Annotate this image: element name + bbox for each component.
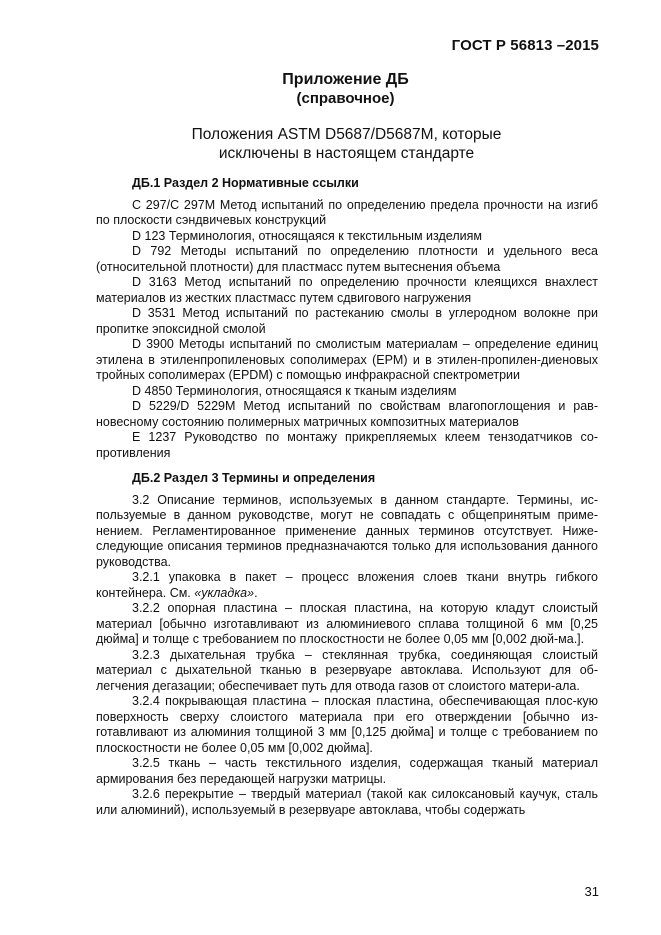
cross-reference: «укладка» [194,585,255,600]
reference-item: D 5229/D 5229M Метод испытаний по свойствам влагопоглощения и рав-новесному состоянию полимерных матричных композитных материалов [96,399,598,429]
page-title-line-2: исключены в настоящем стандарте [218,145,475,162]
reference-item: D 3163 Метод испытаний по определению прочности клеящихся внахлест материалов из жестких пластмасс путем сдвигового нагружения [96,275,598,305]
reference-item: E 1237 Руководство по монтажу прикрепляемых клеем тензодатчиков со-противления [96,430,598,460]
section-heading-db1: ДБ.1 Раздел 2 Нормативные ссылки [132,176,359,190]
paragraph-3-2-2: 3.2.2 опорная пластина – плоская пластина, на которую кладут слоистый материал [обычно изготавливают из алюминиевого сплава толщиной 6 мм [0,25 дюйма] и толще с требованием по плоскостности не более 0,05 мм [0,002 дюй-ма.]. [96,601,598,646]
paragraph-3-2-4: 3.2.4 покрывающая пластина – плоская пластина, обеспечивающая плос-кую поверхность сверху слоистого материала при его отверждении [обычно из-готавливают из алюминия толщиной 3 мм [0,125 дюйма] и толще с требованием по плоскостности не более 0,05 мм [0,002 дюйма]. [96,694,598,755]
paragraph-3-2-5: 3.2.5 ткань – часть текстильного изделия, содержащая тканый материал армирования без передающей нагрузки матрицы. [96,756,598,786]
reference-item: D 792 Методы испытаний по определению плотности и удельного веса (относительной плотности) для пластмасс путем вытеснения объема [96,244,598,274]
paragraph-text: . [254,585,258,600]
reference-item: D 3900 Методы испытаний по смолистым материалам – определение единиц этилена в этиленпропиленовых сополимерах (EPM) и в этилен-пропилен-диеновых тройных сополимерах (EPDM) с помощью инфракрасной спектрометрии [96,337,598,382]
paragraph-3-2-6: 3.2.6 перекрытие – твердый материал (такой как силоксановый каучук, сталь или алюминий), используемый в резервуаре автоклава, чтобы содержать [96,787,598,817]
reference-item: D 3531 Метод испытаний по растеканию смолы в углеродном волокне при пропитке эпоксидной смолой [96,306,598,336]
paragraph-text: 3.2.1 упаковка в пакет – процесс вложения слоев ткани внутрь гибкого контейнера. См. [96,570,598,600]
page-number: 31 [584,884,599,899]
paragraph-3-2: 3.2 Описание терминов, используемых в данном стандарте. Термины, ис-пользуемые в данном руководстве, могут не совпадать с общепринятым приме-нением. Регламентированное применение данных терминов отсутствует. Ниже-следующие описания терминов предназначаются только для использования данного руководства. [96,492,598,569]
section-heading-db2: ДБ.2 Раздел 3 Термины и определения [132,471,376,485]
paragraph-3-2-1 [96,570,598,601]
page-title [16,125,661,163]
appendix-title: Приложение ДБ [282,71,409,88]
reference-item: С 297/С 297М Метод испытаний по определению предела прочности на изгиб по плоскости сэндвичевых конструкций [96,197,598,227]
reference-item: D 4850 Терминология, относящаяся к тканым изделиям [132,383,457,398]
document-body [96,176,598,818]
paragraph-3-2-3: 3.2.3 дыхательная трубка – стеклянная трубка, соединяющая слоистый материал с дыхательной тканью в резервуаре автоклава. Используют для об-легчения дегазации; обеспечивает путь для отвода газов от слоистого матери-ала. [96,647,598,693]
appendix-heading [0,70,661,108]
page-title-line-1: Положения ASTM D5687/D5687M, которые [191,126,502,143]
appendix-subtitle: (справочное) [296,90,395,107]
document-code: ГОСТ Р 56813 –2015 [451,37,599,54]
reference-item: D 123 Терминология, относящаяся к текстильным изделиям [132,228,482,243]
